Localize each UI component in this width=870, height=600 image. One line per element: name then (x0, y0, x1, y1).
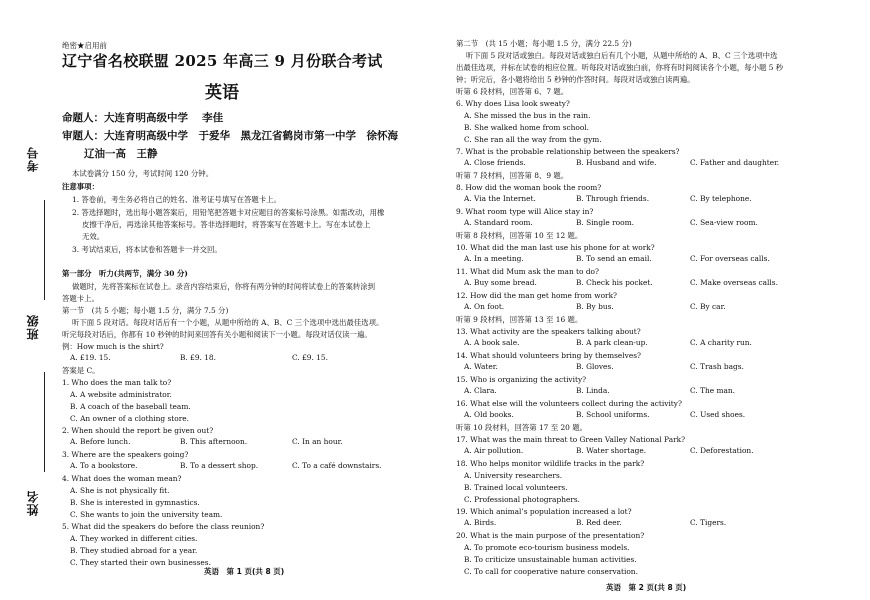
question-10: 10. What did the man last use his phone for at work? (456, 243, 655, 252)
question-12-option-b: B. By bus. (576, 302, 614, 311)
question-19-option-c: C. Tigers. (690, 518, 727, 527)
question-6-option-a: A. She missed the bus in the rain. (464, 111, 591, 120)
question-4: 4. What does the woman mean? (62, 474, 182, 483)
binding-line (44, 372, 45, 472)
question-6: 6. Why does Lisa look sweaty? (456, 99, 570, 108)
question-7-option-a: A. Close friends. (464, 158, 526, 167)
section-2-desc-2: 出最佳选项，并标在试卷的相应位置。听每段对话或独白前，你将有时间阅读各个小题，每小题 5 秒 (456, 63, 784, 72)
question-6-option-b: B. She walked home from school. (464, 123, 590, 132)
question-14-option-a: A. Water. (464, 362, 498, 371)
question-15-option-c: C. The man. (690, 386, 736, 395)
question-4-option-a: A. She is not physically fit. (70, 486, 170, 495)
question-13-option-b: B. A park clean-up. (576, 338, 648, 347)
question-9-option-a: A. Standard room. (464, 218, 533, 227)
question-17-option-b: B. Water shortage. (576, 446, 647, 455)
binding-line (44, 200, 45, 300)
question-13: 13. What activity are the speakers talking about? (456, 327, 641, 336)
question-10-option-b: B. To send an email. (576, 254, 652, 263)
material-10: 听第 10 段材料，回答第 17 至 20 题。 (456, 423, 587, 432)
question-15-option-a: A. Clara. (464, 386, 497, 395)
note-2: 2. 答选择题时，选出每小题答案后，用铅笔把答题卡对应题目的答案标号涂黑。如需改动，用橡 (72, 208, 385, 217)
question-5: 5. What did the speakers do before the class reunion? (62, 522, 265, 531)
question-18-option-b: B. Trained local volunteers. (464, 483, 568, 492)
question-2-option-c: C. In an hour. (292, 437, 343, 446)
question-17: 17. What was the main threat to Green Valley National Park? (456, 435, 686, 444)
question-2-option-b: B. This afternoon. (180, 437, 248, 446)
question-20-option-a: A. To promote eco-tourism business models. (464, 543, 630, 552)
question-15-option-b: B. Linda. (576, 386, 610, 395)
binding-strip (0, 0, 60, 600)
question-1-option-a: A. A website administrator. (70, 390, 172, 399)
question-5-option-a: A. They worked in different cities. (70, 534, 198, 543)
question-7-option-b: B. Husband and wife. (576, 158, 657, 167)
material-8: 听第 8 段材料，回答第 10 至 12 题。 (456, 231, 583, 240)
page-footer-2: 英语 第 2 页(共 8 页) (606, 583, 687, 592)
question-11-option-b: B. Check his pocket. (576, 278, 653, 287)
note-3: 3. 考试结束后，将本试卷和答题卡一并交回。 (72, 245, 222, 254)
question-3-option-a: A. To a bookstore. (70, 461, 138, 470)
question-18-option-a: A. University researchers. (464, 471, 563, 480)
note-1: 1. 答卷前，考生务必将自己的姓名、准考证号填写在答题卡上。 (72, 195, 281, 204)
example-question: 例：How much is the shirt? (62, 342, 164, 351)
question-13-option-c: C. A charity run. (690, 338, 752, 347)
question-3: 3. Where are the speakers going? (62, 450, 189, 459)
question-20: 20. What is the main purpose of the presentation? (456, 531, 645, 540)
example-option-b: B. £9. 18. (180, 353, 216, 362)
part-1-desc-continued: 答题卡上。 (62, 294, 99, 303)
time-note: 本试卷满分 150 分，考试时间 120 分钟。 (72, 169, 214, 178)
question-15: 15. Who is organizing the activity? (456, 375, 587, 384)
question-14-option-b: B. Gloves. (576, 362, 614, 371)
question-7-option-c: C. Father and daughter. (690, 158, 780, 167)
question-8-option-c: C. By telephone. (690, 194, 752, 203)
example-option-c: C. £9. 15. (292, 353, 328, 362)
question-4-option-b: B. She is interested in gymnastics. (70, 498, 200, 507)
question-17-option-a: A. Air pollution. (464, 446, 524, 455)
class-label: 班级 (26, 314, 40, 340)
question-1-option-c: C. An owner of a clothing store. (70, 414, 189, 423)
question-16-option-b: B. School uniforms. (576, 410, 650, 419)
question-3-option-c: C. To a café downstairs. (292, 461, 382, 470)
section-1-heading: 第一节 (共 5 小题；每小题 1.5 分，满分 7.5 分) (62, 306, 229, 315)
question-16-option-a: A. Old books. (464, 410, 514, 419)
question-12-option-c: C. By car. (690, 302, 726, 311)
question-11: 11. What did Mum ask the man to do? (456, 267, 599, 276)
example-answer: 答案是 C。 (62, 366, 100, 375)
question-9-option-c: C. Sea-view room. (690, 218, 758, 227)
section-2-heading: 第二节 (共 15 小题；每小题 1.5 分，满分 22.5 分) (456, 39, 632, 48)
exam-number-label: 考号 (26, 146, 40, 172)
question-13-option-a: A. A book sale. (464, 338, 520, 347)
secret-mark: 绝密★启用前 (62, 41, 107, 50)
material-9: 听第 9 段材料，回答第 13 至 16 题。 (456, 315, 583, 324)
question-5-option-b: B. They studied abroad for a year. (70, 546, 198, 555)
question-11-option-c: C. Make overseas calls. (690, 278, 778, 287)
reviewer-line: 审题人：大连育明高级中学 于爱华 黑龙江省鹤岗市第一中学 徐怀海 (62, 130, 398, 142)
question-20-option-b: B. To criticize unsustainable human activities. (464, 555, 637, 564)
question-4-option-c: C. She wants to join the university team. (70, 510, 223, 519)
question-12: 12. How did the man get home from work? (456, 291, 618, 300)
question-8: 8. How did the woman book the room? (456, 183, 602, 192)
exam-page-2 (436, 0, 870, 600)
question-20-option-c: C. To call for cooperative nature conservation. (464, 567, 638, 576)
question-18: 18. Who helps monitor wildlife tracks in the park? (456, 459, 645, 468)
section-2-desc: 听下面 5 段对话或独白。每段对话或独白后有几个小题，从题中所给的 A、B、C 三个选项中选 (466, 51, 778, 60)
question-14-option-c: C. Trash bags. (690, 362, 744, 371)
question-9-option-b: B. Single room. (576, 218, 634, 227)
question-2-option-a: A. Before lunch. (70, 437, 131, 446)
section-2-desc-3: 钟；听完后，各小题将给出 5 秒钟的作答时间。每段对话或独白读两遍。 (456, 75, 695, 84)
question-3-option-b: B. To a dessert shop. (180, 461, 259, 470)
name-label: 姓名 (26, 490, 40, 516)
question-1-option-b: B. A coach of the baseball team. (70, 402, 191, 411)
question-11-option-a: A. Buy some bread. (464, 278, 537, 287)
subject-title: 英语 (205, 83, 239, 103)
section-1-desc: 听下面 5 段对话。每段对话后有一个小题，从题中所给的 A、B、C 三个选项中选出最佳选项。 (72, 318, 384, 327)
question-1: 1. Who does the man talk to? (62, 378, 172, 387)
question-12-option-a: A. On foot. (464, 302, 505, 311)
question-18-option-c: C. Professional photographers. (464, 495, 581, 504)
question-8-option-b: B. Through friends. (576, 194, 650, 203)
question-19: 19. Which animal’s population increased a lot? (456, 507, 632, 516)
question-8-option-a: A. Via the Internet. (464, 194, 536, 203)
question-16: 16. What else will the volunteers collect during the activity? (456, 399, 682, 408)
reviewer-line-continued: 辽油一高 王静 (84, 148, 158, 160)
part-1-heading: 第一部分 听力(共两节，满分 30 分) (62, 269, 188, 278)
question-10-option-a: A. In a meeting. (464, 254, 524, 263)
question-16-option-c: C. Used shoes. (690, 410, 746, 419)
question-14: 14. What should volunteers bring by themselves? (456, 351, 641, 360)
question-6-option-c: C. She ran all the way from the gym. (464, 135, 602, 144)
material-6: 听第 6 段材料，回答第 6、7 题。 (456, 87, 569, 96)
author-line: 命题人：大连育明高级中学 李佳 (62, 112, 224, 124)
question-19-option-a: A. Birds. (464, 518, 497, 527)
notes-title: 注意事项： (62, 182, 99, 191)
question-9: 9. What room type will Alice stay in? (456, 207, 594, 216)
question-7: 7. What is the probable relationship between the speakers? (456, 147, 680, 156)
example-option-a: A. £19. 15. (70, 353, 111, 362)
question-10-option-c: C. For overseas calls. (690, 254, 770, 263)
question-2: 2. When should the report be given out? (62, 426, 214, 435)
exam-title: 辽宁省名校联盟 2025 年高三 9 月份联合考试 (62, 52, 383, 70)
note-2-continued: 皮擦干净后，再选涂其他答案标号。答非选择题时，将答案写在答题卡上。写在本试卷上 (82, 220, 371, 229)
material-7: 听第 7 段材料，回答第 8、9 题。 (456, 171, 569, 180)
question-5-option-c: C. They started their own businesses. (70, 558, 211, 567)
part-1-desc: 做题时，先将答案标在试卷上。录音内容结束后，你将有两分钟的时间将试卷上的答案转涂到 (72, 282, 376, 291)
section-1-desc-continued: 听完每段对话后，你都有 10 秒钟的时间来回答有关小题和阅读下一小题。每段对话仅读一遍。 (62, 330, 372, 339)
question-17-option-c: C. Deforestation. (690, 446, 754, 455)
question-19-option-b: B. Red deer. (576, 518, 622, 527)
note-2-end: 无效。 (82, 232, 105, 241)
page-footer-1: 英语 第 1 页(共 8 页) (204, 567, 285, 576)
